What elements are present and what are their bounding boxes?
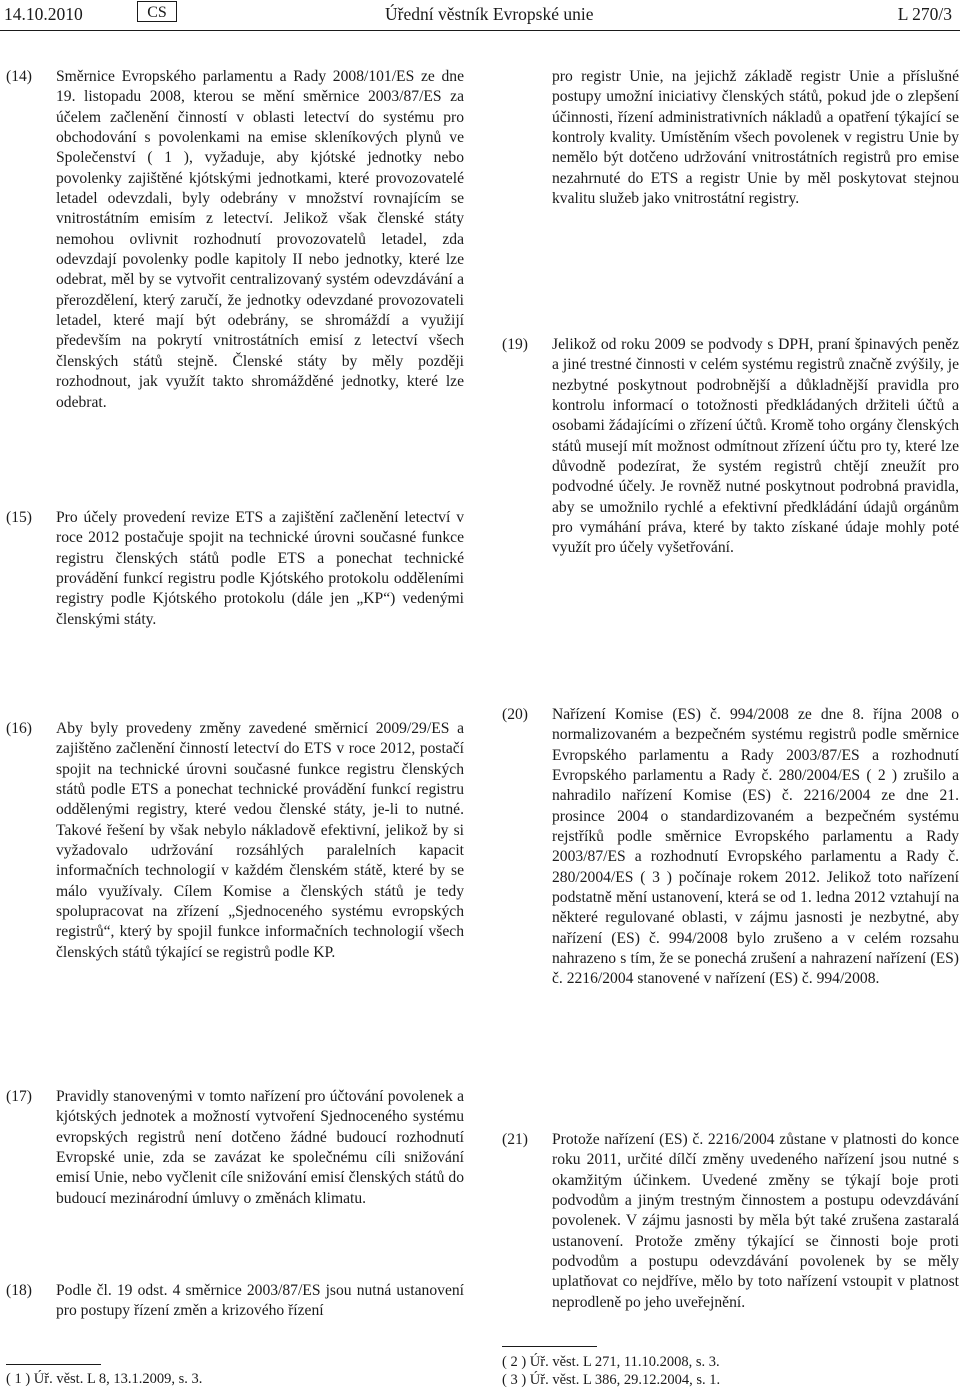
recital-text: pro registr Unie, na jejichž základě registr Unie a příslušné postupy umožní iniciativy členských států, pokud jde o zlepšení účinnosti, řízení administrativních nákladů a opatření týkající se kontroly kvality. Umístěním všech povolenek v registru Unie by nemělo být dotčeno udržování vnitrostátních registrů pro emise nezahrnuté do ETS a registr Unie by měl poskytovat stejnou kvalitu služeb jako vnitrostátní registry. [552,68,959,208]
footnote-3: ( 3 ) Úř. věst. L 386, 29.12.2004, s. 1. [502,1372,721,1388]
journal-title: Úřední věstník Evropské unie [385,4,594,24]
footnote-divider-left [6,1364,101,1365]
recital-number: (17) [6,1088,32,1105]
recital-number: (18) [6,1282,32,1299]
recital-text: Podle čl. 19 odst. 4 směrnice 2003/87/ES jsou nutná ustanovení pro postupy řízení změn a krizového řízení [56,1282,464,1320]
recital-number: (16) [6,720,32,737]
publication-date: 14.10.2010 [4,4,83,24]
recital-number: (20) [502,706,528,723]
footnote-divider-right [502,1346,597,1347]
footnote-2: ( 2 ) Úř. věst. L 271, 11.10.2008, s. 3. [502,1354,720,1370]
recital-number: (19) [502,336,528,353]
recital-text: Nařízení Komise (ES) č. 994/2008 ze dne 8. října 2008 o normalizovaném a bezpečném systému registrů podle směrnice Evropského parlamentu a Rady 2003/87/ES a rozhodnutí Evropského parlamentu a Rady č. 280/2004/ES ( 2 ) zrušilo a nahradilo nařízení Komise (ES) č. 2216/2004 ze dne 21. prosince 2004 o standardizovaném a bezpečném systému rejstříků podle směrnice Evropského parlamentu a Rady 2003/87/ES a rozhodnutí Evropského parlamentu a Rady č. 280/2004/ES ( 3 ) počínaje rokem 2012. Jelikož toto nařízení podstatně mění ustanovení, která se od 1. ledna 2012 vztahují na některé regulované oblasti, v zájmu jasnosti je nezbytné, aby nařízení (ES) č. 994/2008 bylo zrušeno a v celém rozsahu nahrazeno s tím, že se ponechá zrušení a nahrazení nařízení (ES) č. 2216/2004 stanovené v nařízení (ES) č. 994/2008. [552,706,959,988]
header-divider [0,30,960,31]
recital-number: (15) [6,509,32,526]
page-header [0,0,960,32]
recital-text: Aby byly provedeny změny zavedené směrnicí 2009/29/ES a zajištěno začlenění činností letectví do ETS v roce 2012, postačí spojit na technické úrovni současné funkce registru členských států podle ETS a ponechat technické provádění funkcí registru oddělenými registry, které vedou členské státy, je-li to nutné. Takové řešení by však nebylo nákladově efektivní, jelikož by si vyžadovalo udržování rozsáhlých paralelních kapacit informačních technologií v každém členském státě, které by se málo využívaly. Cílem Komise a členských států je tedy spolupracovat na zřízení „Sjednoceného systému evropských registrů“, který by spojil funkce informačních technologií všech členských států týkající se registrů podle KP. [56,720,464,961]
recital-text: Pro účely provedení revize ETS a zajištění začlenění letectví v roce 2012 postačuje spojit na technické úrovni současné funkce registru členských států podle ETS a ponechat technické provádění funkcí registru podle Kjótského protokolu odděleními registry podle Kjótského protokolu (dále jen „KP“) vedenými členskými státy. [56,509,464,628]
recital-text: Protože nařízení (ES) č. 2216/2004 zůstane v platnosti do konce roku 2011, určité dílčí změny uvedeného nařízení jsou nutné s okamžitým účinkem. Uvedené změny se týkají boje proti podvodům a jiným trestným činnostem a postupu odevzdávání povolenek. V zájmu jasnosti by měla být také zrušena zastaralá ustanovení. Protože změny týkající se činnosti boje proti podvodům a postupu odevzdávání povolenek by se měly uplatňovat co nejdříve, mělo by toto nařízení vstoupit v platnost neprodleně po jeho uveřejnění. [552,1131,959,1311]
recital-number: (21) [502,1131,528,1148]
language-code-box: CS [137,1,177,22]
recital-number: (14) [6,68,32,85]
recital-text: Pravidly stanovenými v tomto nařízení pro účtování povolenek a kjótských jednotek a možností vytvoření Sjednoceného systému evropských registrů není dotčeno žádné budoucí rozhodnutí Evropské unie, zda se zavázat ke společnému cíli snižování emisí Unie, nebo vyčlenit cíle snižování emisí členských států do budoucí mezinárodní úmluvy o změnách klimatu. [56,1088,464,1207]
page-reference: L 270/3 [897,4,952,24]
recital-text: Směrnice Evropského parlamentu a Rady 2008/101/ES ze dne 19. listopadu 2008, kterou se mění směrnice 2003/87/ES za účelem začlenění činností v oblasti letectví do systému pro obchodování s povolenkami na emise skleníkových plynů ve Společenství ( 1 ), vyžaduje, aby kjótské jednotky nebo povolenky zajištěné kjótskými jednotkami, které provozovatelé letadel odevzdali, byly odebrány v množství rovnajícím se vnitrostátním emisím z letectví. Jelikož však členské státy nemohou ovlivnit rozhodnutí provozovatelů letadel, zda odevzdají povolenky podle kapitoly II nebo jednotky, které lze odebrat, měl by se vytvořit centralizovaný systém odevzdávání a přerozdělení, který zaručí, že jednotky odevzdané provozovateli letadel, které mají být odebrány, se shromáždí a využijí především na pokrytí vnitrostátních emisí z letectví všech členských států stejně. Členské státy by měly později rozhodnout, jak využít takto shromážděné jednotky, které lze odebrat. [56,68,464,411]
footnote-1: ( 1 ) Úř. věst. L 8, 13.1.2009, s. 3. [6,1371,203,1387]
recital-text: Jelikož od roku 2009 se podvody s DPH, praní špinavých peněz a jiné trestné činnosti v celém systému registrů značně zvýšily, je nezbytné poskytnout podrobnější a důkladnější pravidla pro kontrolu informací o totožnosti předkládaných držiteli účtů a osobami žádajícími o zřízení účtů. Kromě toho orgány členských států musejí mít možnost odmítnout zřízení účtu pro ty, které lze důvodně podezírat, že systém registrů chtějí zneužít pro podvodné účely. Je rovněž nutné poskytnout podrobná pravidla, aby se umožnilo rychlé a efektivní předkládání údajů orgánům pro vymáhání práva, které by takto získané údaje mohly poté využít pro účely vyšetřování. [552,336,959,557]
